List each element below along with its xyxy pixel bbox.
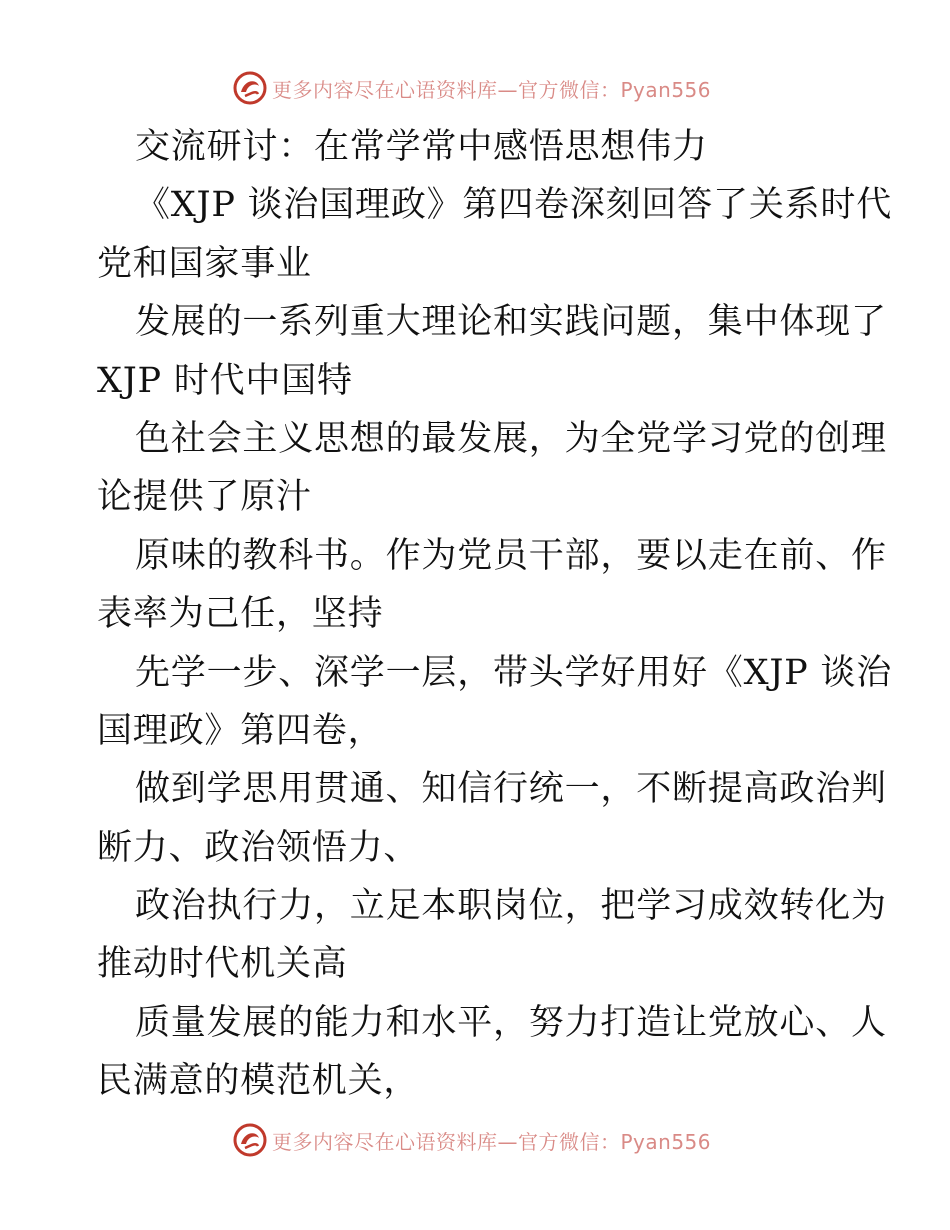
red-swirl-logo-icon [232,70,268,106]
header-watermark-text: 更多内容尽在心语资料库—官方微信：Pyan556 [272,77,712,102]
text-line: 原味的教科书。作为党员干部，要以走在前、作 [135,535,887,576]
red-swirl-logo-icon [232,1122,268,1158]
text-line: 做到学思用贯通、知信行统一，不断提高政治判 [135,769,887,810]
text-line: 色社会主义思想的最发展，为全党学习党的创理 [135,418,887,459]
text-line: 先学一步、深学一层，带头学好用好《XJP 谈治 [135,652,893,693]
text-line: 民满意的模范机关， [97,1061,420,1102]
text-line: 表率为己任，坚持 [97,594,384,635]
text-line: 政治执行力，立足本职岗位，把学习成效转化为 [135,886,887,927]
text-line: 党和国家事业 [97,243,312,284]
text-line: 《XJP 谈治国理政》第四卷深刻回答了关系时代 [135,185,893,226]
text-line: 交流研讨：在常学常中感悟思想伟力 [135,127,708,167]
text-line: 国理政》第四卷， [97,710,384,751]
text-line: 论提供了原汁 [97,477,312,518]
header-watermark-banner [232,68,752,108]
text-line: 质量发展的能力和水平，努力打造让党放心、人 [135,1002,887,1043]
text-line: XJP 时代中国特 [97,360,353,401]
text-line: 发展的一系列重大理论和实践问题，集中体现了 [135,302,887,343]
footer-watermark-banner [232,1120,752,1160]
footer-watermark-text: 更多内容尽在心语资料库—官方微信：Pyan556 [272,1129,712,1154]
text-line: 断力、政治领悟力、 [97,827,420,868]
text-line: 推动时代机关高 [97,944,348,985]
document-body [97,118,893,1111]
